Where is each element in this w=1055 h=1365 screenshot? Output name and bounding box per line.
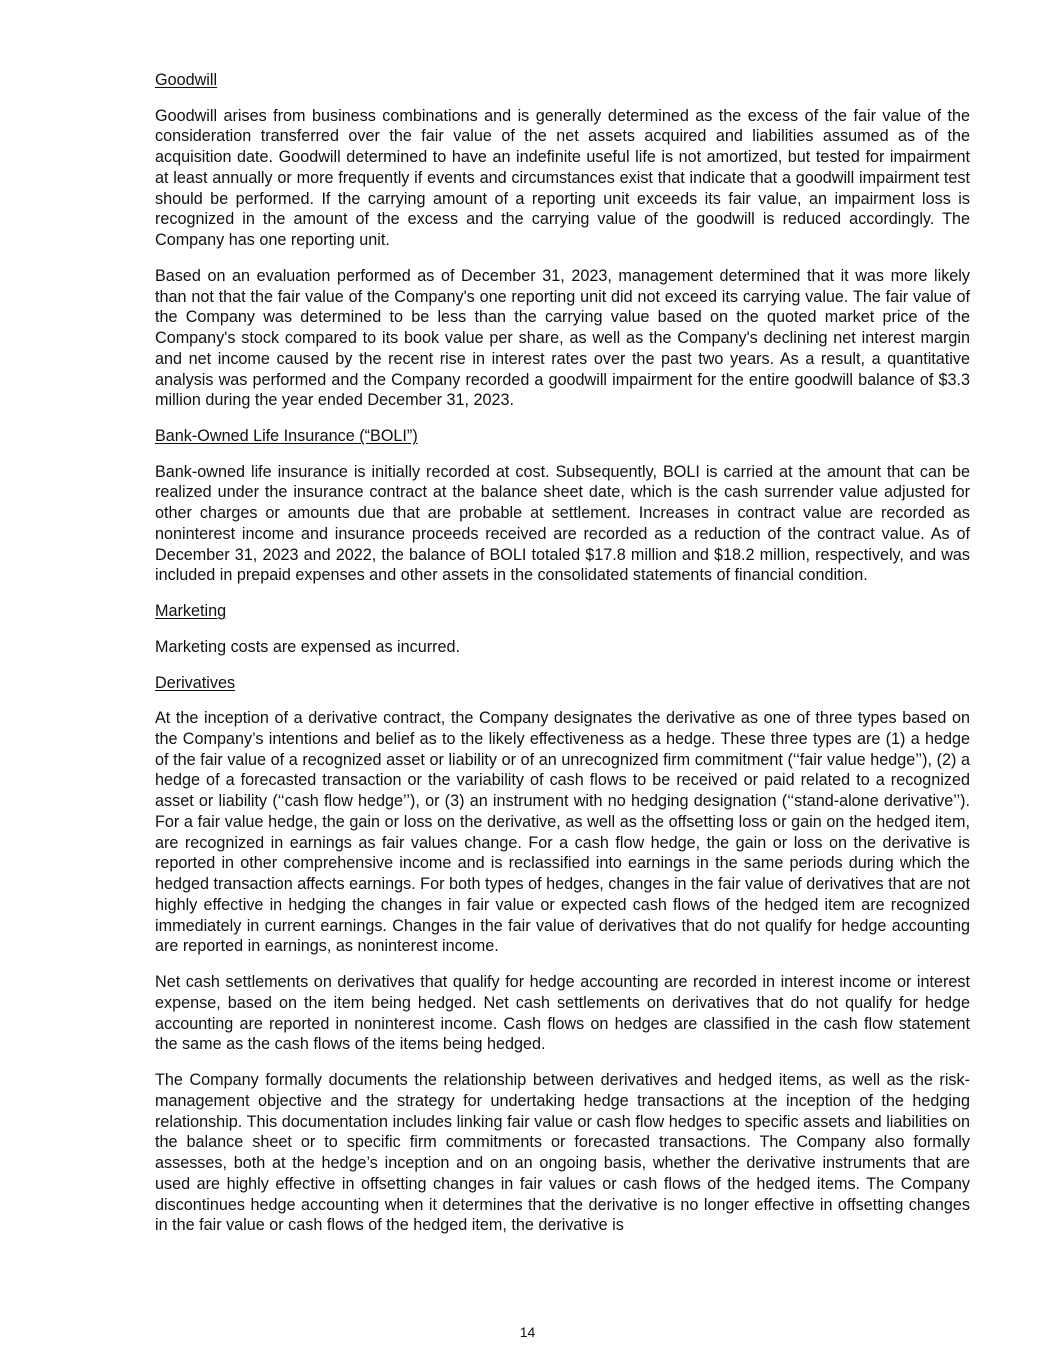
derivatives-paragraph-3: The Company formally documents the relationship between derivatives and hedged items, as well as the risk-management objective and the strategy for undertaking hedge transactions at the inception of the hedging relationship. This documentation includes linking fair value or cash flow hedges to specific assets and liabilities on the balance sheet or to specific firm commitments or forecasted transactions. The Company also formally assesses, both at the hedge’s inception and on an ongoing basis, whether the derivative instruments that are used are highly effective in offsetting changes in fair values or cash flows of the hedged items. The Company discontinues hedge accounting when it determines that the derivative is no longer effective in offsetting changes in the fair value or cash flows of the hedged item, the derivative is (155, 1071, 970, 1235)
goodwill-paragraph-1: Goodwill arises from business combinations and is generally determined as the excess of the fair value of the consideration transferred over the fair value of the net assets acquired and liabilities assumed as of the acquisition date. Goodwill determined to have an indefinite useful life is not amortized, but tested for impairment at least annually or more frequently if events and circumstances exist that indicate that a goodwill impairment test should be performed. If the carrying amount of a reporting unit exceeds its fair value, an impairment loss is recognized in the amount of the excess and the carrying value of the goodwill is reduced accordingly. The Company has one reporting unit. (155, 106, 970, 250)
goodwill-paragraph-2: Based on an evaluation performed as of December 31, 2023, management determined that it was more likely than not that the fair value of the Company's one reporting unit did not exceed its carrying value. The fair value of the Company was determined to be less than the carrying value based on the quoted market price of the Company's stock compared to its book value per share, as well as the Company's declining net interest margin and net income caused by the recent rise in interest rates over the past two years. As a result, a quantitative analysis was performed and the Company recorded a goodwill impairment for the entire goodwill balance of $3.3 million during the year ended December 31, 2023. (155, 266, 970, 410)
section-goodwill (155, 70, 970, 411)
section-heading-derivatives: Derivatives (155, 673, 236, 692)
marketing-paragraph-1: Marketing costs are expensed as incurred. (155, 637, 461, 656)
section-marketing (155, 601, 970, 657)
document-page (155, 70, 970, 1250)
derivatives-paragraph-1: At the inception of a derivative contract, the Company designates the derivative as one of three types based on the Company’s intentions and belief as to the likely effectiveness as a hedge. These three types are (1) a hedge of the fair value of a recognized asset or liability or of an unrecognized firm commitment (‘‘fair value hedge’’), (2) a hedge of a forecasted transaction or the variability of cash flows to be received or paid related to a recognized asset or liability (‘‘cash flow hedge’’), or (3) an instrument with no hedging designation (‘‘stand-alone derivative’’). For a fair value hedge, the gain or loss on the derivative, as well as the offsetting loss or gain on the hedged item, are recognized in earnings as fair values change. For a cash flow hedge, the gain or loss on the derivative is reported in other comprehensive income and is reclassified into earnings in the same periods during which the hedged transaction affects earnings. For both types of hedges, changes in the fair value of derivatives that are not highly effective in hedging the changes in fair value or expected cash flows of the hedged item are recognized immediately in current earnings. Changes in the fair value of derivatives that do not qualify for hedge accounting are reported in earnings, as noninterest income. (155, 709, 970, 956)
section-heading-marketing: Marketing (155, 602, 227, 621)
section-derivatives (155, 673, 970, 1237)
section-heading-boli: Bank-Owned Life Insurance (“BOLI”) (155, 427, 418, 446)
section-boli (155, 426, 970, 586)
boli-paragraph-1: Bank-owned life insurance is initially recorded at cost. Subsequently, BOLI is carried at the amount that can be realized under the insurance contract at the balance sheet date, which is the cash surrender value adjusted for other charges or amounts due that are probable at settlement. Increases in contract value are recorded as noninterest income and insurance proceeds received are recorded as a reduction of the contract value. As of December 31, 2023 and 2022, the balance of BOLI totaled $17.8 million and $18.2 million, respectively, and was included in prepaid expenses and other assets in the consolidated statements of financial condition. (155, 462, 970, 585)
page-number: 14 (519, 1324, 536, 1340)
section-heading-goodwill: Goodwill (155, 71, 218, 89)
derivatives-paragraph-2: Net cash settlements on derivatives that qualify for hedge accounting are recorded in interest income or interest expense, based on the item being hedged. Net cash settlements on derivatives that do not qualify for hedge accounting are reported in noninterest income. Cash flows on hedges are classified in the cash flow statement the same as the cash flows of the items being hedged. (155, 973, 970, 1054)
